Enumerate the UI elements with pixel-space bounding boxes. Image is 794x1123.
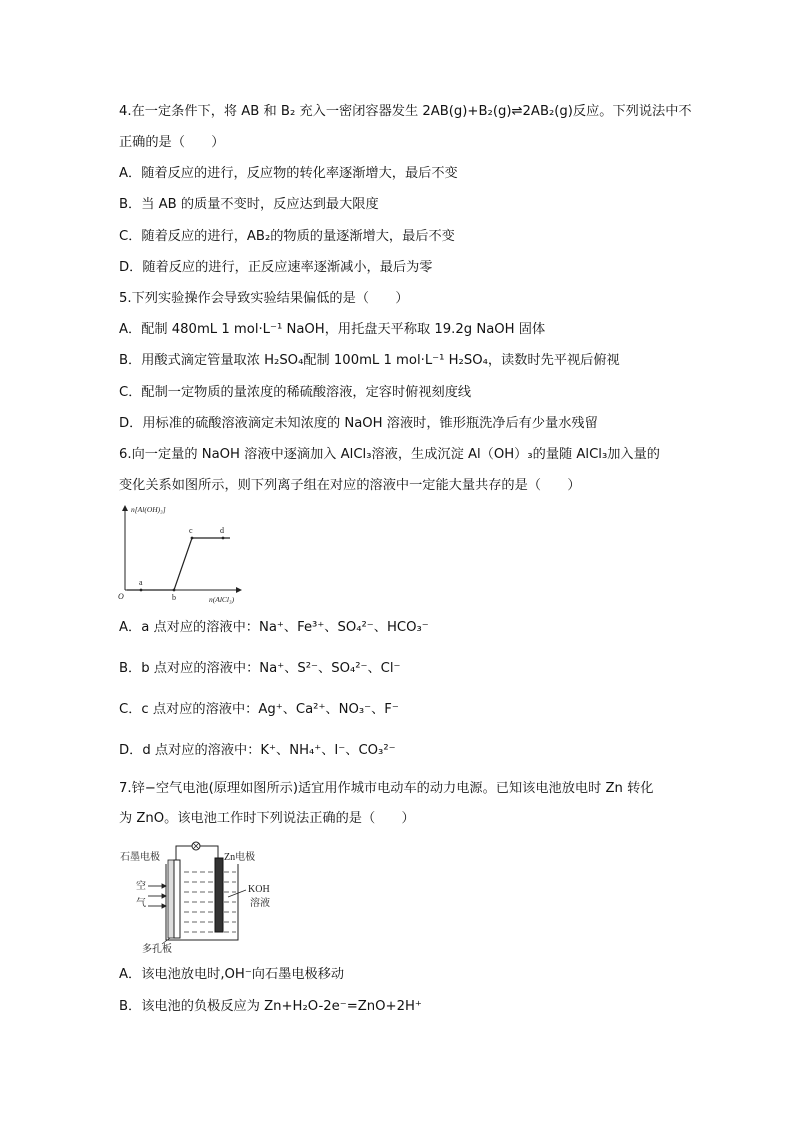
q5-option-a: A．配制 480mL 1 mol·L⁻¹ NaOH，用托盘天平称取 19.2g NaOH 固体 <box>119 322 546 337</box>
q4-stem-line1: 4.在一定条件下，将 AB 和 B₂ 充入一密闭容器发生 2AB(g)+B₂(g)⇌2AB₂(g)反应。下列说法中不 <box>119 104 692 119</box>
porous-plate-label: 多孔板 <box>142 944 172 954</box>
q4-option-c: C．随着反应的进行，AB₂的物质的量逐渐增大，最后不变 <box>119 229 455 244</box>
koh-label: KOH <box>248 884 270 895</box>
q6-stem-line2: 变化关系如图所示，则下列离子组在对应的溶液中一定能大量共存的是（ ） <box>119 478 581 493</box>
q4-option-a: A．随着反应的进行，反应物的转化率逐渐增大，最后不变 <box>119 166 458 181</box>
q6-graph-ylabel: n[Al(OH)₃] <box>131 505 166 514</box>
solution-label: 溶液 <box>250 898 270 909</box>
q5-option-d: D．用标准的硫酸溶液滴定未知浓度的 NaOH 溶液时，锥形瓶洗净后有少量水残留 <box>119 416 598 431</box>
air-label-1: 空 <box>136 881 146 892</box>
q6-graph-point-c: c <box>189 526 193 535</box>
zn-electrode-label: Zn电极 <box>224 852 256 863</box>
q7-stem-line2: 为 ZnO。该电池工作时下列说法正确的是（ ） <box>119 811 415 826</box>
q6-option-c: C．c 点对应的溶液中：Ag⁺、Ca²⁺、NO₃⁻、F⁻ <box>119 702 399 717</box>
porous-plate <box>168 860 174 938</box>
q5-stem: 5.下列实验操作会导致实验结果偏低的是（ ） <box>119 291 409 306</box>
q7-option-a: A．该电池放电时,OH⁻向石墨电极移动 <box>119 967 345 982</box>
q6-option-d: D．d 点对应的溶液中：K⁺、NH₄⁺、I⁻、CO₃²⁻ <box>119 743 396 758</box>
q6-stem-line1: 6.向一定量的 NaOH 溶液中逐滴加入 AlCl₃溶液，生成沉淀 Al（OH）₃的量随 AlCl₃加入量的 <box>119 447 660 462</box>
q7-option-b: B．该电池的负极反应为 Zn+H₂O-2e⁻=ZnO+2H⁺ <box>119 999 422 1014</box>
q6-graph-origin: O <box>118 592 124 601</box>
q6-option-a: A．a 点对应的溶液中：Na⁺、Fe³⁺、SO₄²⁻、HCO₃⁻ <box>119 620 429 635</box>
q4-option-b: B．当 AB 的质量不变时，反应达到最大限度 <box>119 197 379 212</box>
q6-graph <box>115 500 255 608</box>
graphite-electrode-label: 石墨电极 <box>120 852 160 863</box>
q7-stem-line1: 7.锌−空气电池(原理如图所示)适宜用作城市电动车的动力电源。已知该电池放电时 Zn 转化 <box>119 781 654 796</box>
q6-option-b: B．b 点对应的溶液中：Na⁺、S²⁻、SO₄²⁻、Cl⁻ <box>119 661 401 676</box>
q5-option-c: C．配制一定物质的量浓度的稀硫酸溶液，定容时俯视刻度线 <box>119 385 472 400</box>
q4-stem-line2: 正确的是（ ） <box>119 135 225 150</box>
q6-graph-point-b: b <box>172 593 176 602</box>
q6-graph-point-d: d <box>220 526 224 535</box>
zn-electrode <box>215 858 223 932</box>
q4-option-d: D．随着反应的进行，正反应速率逐渐减小，最后为零 <box>119 260 433 275</box>
air-label-2: 气 <box>136 898 146 909</box>
graphite-electrode <box>174 860 180 938</box>
q7-battery-diagram <box>118 838 298 954</box>
q6-graph-point-a: a <box>139 578 143 587</box>
q6-graph-xlabel: n(AlCl₃) <box>209 595 235 604</box>
q5-option-b: B．用酸式滴定管量取浓 H₂SO₄配制 100mL 1 mol·L⁻¹ H₂SO₄，读数时先平视后俯视 <box>119 353 620 368</box>
